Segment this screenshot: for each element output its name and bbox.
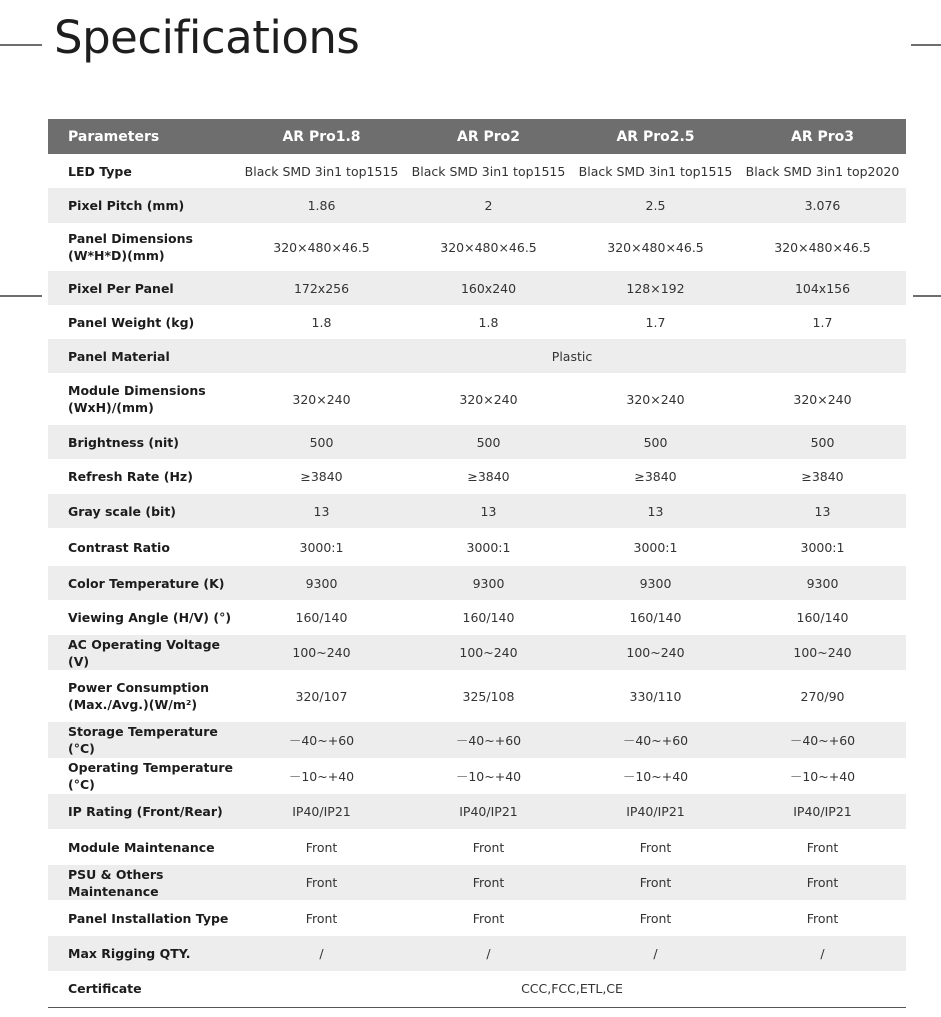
row-value-3: 330/110 xyxy=(629,688,682,704)
row-label: Color Temperature (K) xyxy=(48,566,238,600)
row-value-4: 500 xyxy=(739,425,906,459)
row-value-4: ≥3840 xyxy=(801,469,844,484)
row-value-1: 172x256 xyxy=(238,271,405,305)
row-label: Module Dimensions (WxH)/(mm) xyxy=(68,383,206,415)
row-label: Power Consumption (Max./Avg.)(W/m²) xyxy=(68,680,210,712)
row-value-2: 325/108 xyxy=(462,688,515,704)
row-value-1: Front xyxy=(305,910,338,926)
row-value-4: 3.076 xyxy=(739,188,906,223)
row-value-4: 1.7 xyxy=(812,314,833,330)
table-row xyxy=(48,271,906,305)
row-value-3: 3000:1 xyxy=(633,539,678,555)
title-rule-right xyxy=(911,44,941,46)
row-value-3: －40~+60 xyxy=(572,722,739,758)
row-label: Contrast Ratio xyxy=(68,539,170,555)
row-value-3: 160/140 xyxy=(629,610,682,625)
row-label: Module Maintenance xyxy=(68,839,215,855)
row-value-1: 9300 xyxy=(238,566,405,600)
table-row xyxy=(48,154,906,188)
side-rule-left xyxy=(0,295,42,297)
row-value-4: 320×240 xyxy=(793,391,852,407)
row-value-4: －40~+60 xyxy=(739,722,906,758)
row-label: Panel Installation Type xyxy=(68,910,229,926)
table-row xyxy=(48,425,906,459)
header-parameters: Parameters xyxy=(48,119,238,154)
row-value-2: / xyxy=(405,936,572,971)
row-value-3: Black SMD 3in1 top1515 xyxy=(578,163,733,179)
table-row xyxy=(48,339,906,373)
header-model-1: AR Pro1.8 xyxy=(238,119,405,154)
row-label: IP Rating (Front/Rear) xyxy=(48,794,238,829)
row-value-3: 128×192 xyxy=(572,271,739,305)
table-row xyxy=(48,528,906,566)
row-label: Panel Weight (kg) xyxy=(68,314,195,330)
row-value-2: 2 xyxy=(405,188,572,223)
row-label: Gray scale (bit) xyxy=(48,494,238,528)
row-value-1: 320×480×46.5 xyxy=(273,239,370,255)
row-value-3: Front xyxy=(572,865,739,900)
row-value-3: Front xyxy=(639,839,672,855)
row-value-4: Black SMD 3in1 top2020 xyxy=(745,163,900,179)
row-value-2: ≥3840 xyxy=(467,469,510,484)
table-row xyxy=(48,936,906,971)
side-rule-right xyxy=(913,295,941,297)
row-value-3: 320×480×46.5 xyxy=(607,239,704,255)
header-model-3: AR Pro2.5 xyxy=(572,119,739,154)
row-value-2: 320×480×46.5 xyxy=(440,239,537,255)
row-label: Pixel Per Panel xyxy=(48,271,238,305)
row-value-3: 500 xyxy=(572,425,739,459)
header-model-4: AR Pro3 xyxy=(739,119,906,154)
row-value-1: IP40/IP21 xyxy=(238,794,405,829)
row-value-2: 1.8 xyxy=(478,314,499,330)
row-value-4: 320×480×46.5 xyxy=(774,239,871,255)
row-value-2: 9300 xyxy=(405,566,572,600)
table-row xyxy=(48,566,906,600)
table-row xyxy=(48,829,906,865)
row-value-4: －10~+40 xyxy=(789,769,856,784)
row-value-2: Front xyxy=(472,839,505,855)
row-label: Refresh Rate (Hz) xyxy=(68,469,193,484)
row-value-1: 160/140 xyxy=(295,610,348,625)
row-label: PSU & Others Maintenance xyxy=(48,865,238,900)
table-row xyxy=(48,635,906,670)
row-value-2: Front xyxy=(405,865,572,900)
row-label: Panel Dimensions (W*H*D)(mm) xyxy=(68,231,193,263)
table-row xyxy=(48,900,906,936)
row-value-2: 13 xyxy=(405,494,572,528)
page-title: Specifications xyxy=(54,11,360,64)
row-value-2: IP40/IP21 xyxy=(405,794,572,829)
row-value-1: Front xyxy=(305,839,338,855)
row-value-1: 13 xyxy=(238,494,405,528)
row-value-2: Black SMD 3in1 top1515 xyxy=(411,163,566,179)
table-row xyxy=(48,373,906,425)
row-value-2: 100~240 xyxy=(405,635,572,670)
table-row xyxy=(48,459,906,494)
row-value-1: 3000:1 xyxy=(299,539,344,555)
table-row xyxy=(48,670,906,722)
row-value-1: －10~+40 xyxy=(288,769,355,784)
table-row xyxy=(48,865,906,900)
row-value-2: 3000:1 xyxy=(466,539,511,555)
row-value-2: 160x240 xyxy=(405,271,572,305)
row-value-3: 9300 xyxy=(572,566,739,600)
row-value-1: 320×240 xyxy=(292,391,351,407)
table-row xyxy=(48,794,906,829)
row-value-2: 160/140 xyxy=(462,610,515,625)
row-value-4: 104x156 xyxy=(739,271,906,305)
row-value-1: 100~240 xyxy=(238,635,405,670)
row-label: Brightness (nit) xyxy=(48,425,238,459)
row-value-4: / xyxy=(739,936,906,971)
row-value-4: 270/90 xyxy=(800,688,845,704)
row-value-1: 500 xyxy=(238,425,405,459)
row-label: Operating Temperature (°C) xyxy=(68,760,234,792)
row-value-3: Front xyxy=(639,910,672,926)
title-rule-left xyxy=(0,44,42,46)
row-value-3: 2.5 xyxy=(572,188,739,223)
row-value-3: 1.7 xyxy=(645,314,666,330)
row-value-4: Front xyxy=(739,865,906,900)
row-label: Pixel Pitch (mm) xyxy=(48,188,238,223)
row-value-4: 3000:1 xyxy=(800,539,845,555)
row-label: Storage Temperature (°C) xyxy=(48,722,238,758)
row-value-4: 9300 xyxy=(739,566,906,600)
row-value-3: IP40/IP21 xyxy=(572,794,739,829)
table-row xyxy=(48,188,906,223)
row-value-1: ≥3840 xyxy=(300,469,343,484)
row-value-span: Plastic xyxy=(238,339,906,373)
row-value-4: IP40/IP21 xyxy=(739,794,906,829)
specifications-table xyxy=(48,119,906,1008)
table-row xyxy=(48,758,906,794)
row-value-4: 13 xyxy=(739,494,906,528)
header-model-2: AR Pro2 xyxy=(405,119,572,154)
row-label: Viewing Angle (H/V) (°) xyxy=(68,610,232,625)
row-value-4: Front xyxy=(806,910,839,926)
row-value-1: 1.8 xyxy=(311,314,332,330)
row-value-2: Front xyxy=(472,910,505,926)
row-value-4: 160/140 xyxy=(796,610,849,625)
row-value-2: 320×240 xyxy=(459,391,518,407)
table-row xyxy=(48,494,906,528)
row-value-3: －10~+40 xyxy=(622,769,689,784)
row-label: Panel Material xyxy=(48,339,238,373)
row-value-1: 320/107 xyxy=(295,688,348,704)
row-value-3: 100~240 xyxy=(572,635,739,670)
row-value-3: / xyxy=(572,936,739,971)
row-label: Certificate xyxy=(48,971,238,1007)
row-value-3: ≥3840 xyxy=(634,469,677,484)
row-value-1: 1.86 xyxy=(238,188,405,223)
table-row xyxy=(48,600,906,635)
row-value-1: / xyxy=(238,936,405,971)
row-value-1: Front xyxy=(238,865,405,900)
row-value-1: Black SMD 3in1 top1515 xyxy=(244,163,399,179)
table-row xyxy=(48,305,906,339)
row-value-3: 320×240 xyxy=(626,391,685,407)
row-value-4: 100~240 xyxy=(739,635,906,670)
row-value-4: Front xyxy=(806,839,839,855)
table-row xyxy=(48,722,906,758)
row-label: AC Operating Voltage (V) xyxy=(48,635,238,670)
row-value-2: －40~+60 xyxy=(405,722,572,758)
row-value-span: CCC,FCC,ETL,CE xyxy=(238,971,906,1007)
row-value-2: －10~+40 xyxy=(455,769,522,784)
table-row xyxy=(48,971,906,1007)
row-label: Max Rigging QTY. xyxy=(48,936,238,971)
row-value-1: －40~+60 xyxy=(238,722,405,758)
table-header-row xyxy=(48,119,906,154)
row-label: LED Type xyxy=(68,163,132,179)
row-value-3: 13 xyxy=(572,494,739,528)
row-value-2: 500 xyxy=(405,425,572,459)
table-row xyxy=(48,223,906,271)
